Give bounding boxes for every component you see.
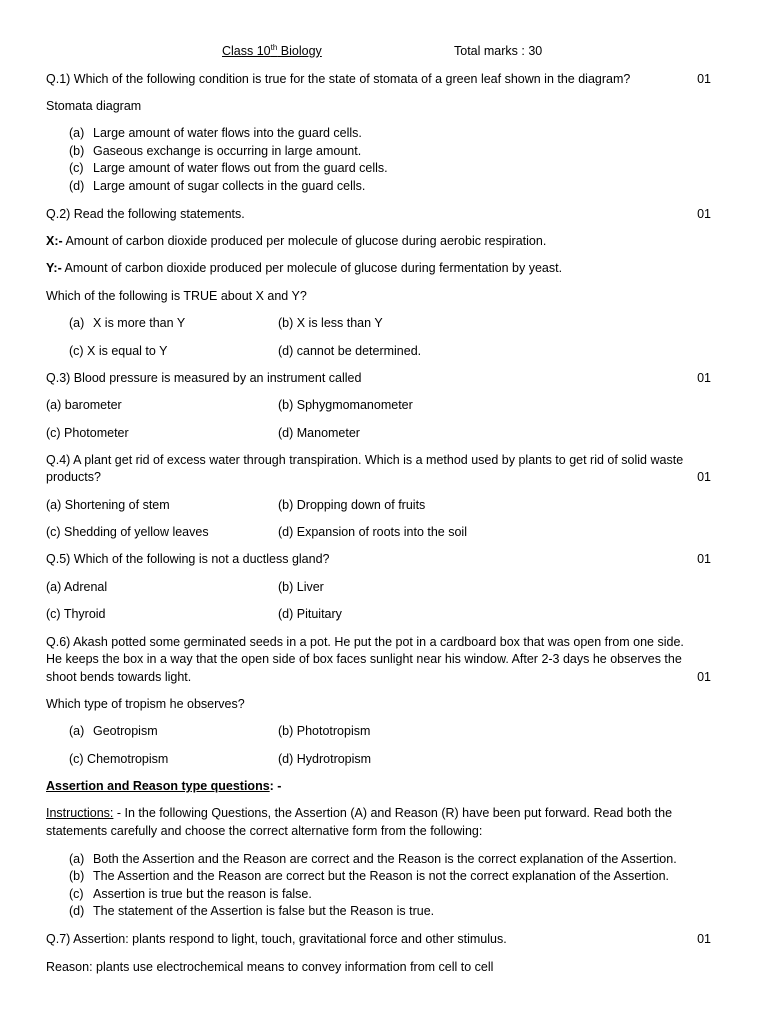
q7-assertion: Q.7) Assertion: plants respond to light, touch, gravitational force and other stimulus.: [46, 932, 507, 946]
q2-prompt: Which of the following is TRUE about X and Y?: [46, 289, 307, 303]
ar-option-d: The statement of the Assertion is false but the Reason is true.: [93, 904, 435, 918]
q4-option-d: (d) Expansion of roots into the soil: [278, 525, 467, 539]
q1-diagram-label: Stomata diagram: [46, 99, 142, 113]
q5-option-d: (d) Pituitary: [278, 607, 342, 621]
q1-option-b: Gaseous exchange is occurring in large amount.: [93, 144, 362, 158]
q4-text-line2: products?: [46, 470, 101, 484]
q1-option-a: Large amount of water flows into the guard cells.: [93, 126, 362, 140]
assertion-reason-heading: Assertion and Reason type questions: -: [46, 779, 282, 793]
q6-marks: 01: [697, 670, 711, 684]
q1-text: Q.1) Which of the following condition is true for the state of stomata of a green leaf shown in the diagram?: [46, 72, 631, 86]
q1-option-d: Large amount of sugar collects in the guard cells.: [93, 179, 366, 193]
q7-marks: 01: [697, 932, 711, 946]
q1-option-d-label: (d): [69, 179, 85, 193]
q7-reason: Reason: plants use electrochemical means to convey information from cell to cell: [46, 960, 494, 974]
q4-option-c: (c) Shedding of yellow leaves: [46, 525, 209, 539]
q2-option-a: X is more than Y: [93, 316, 186, 330]
ar-option-b: The Assertion and the Reason are correct but the Reason is not the correct explanation of the Assertion.: [93, 869, 670, 883]
q4-marks: 01: [697, 470, 711, 484]
ar-option-d-label: (d): [69, 904, 85, 918]
q2-statement-x: X:- Amount of carbon dioxide produced per molecule of glucose during aerobic respiration.: [46, 234, 547, 248]
q1-marks: 01: [697, 72, 711, 86]
ar-option-c: Assertion is true but the reason is false.: [93, 887, 312, 901]
q3-option-a: (a) barometer: [46, 398, 122, 412]
q3-option-c: (c) Photometer: [46, 426, 129, 440]
q5-option-b: (b) Liver: [278, 580, 324, 594]
q2-option-c: (c) X is equal to Y: [69, 344, 168, 358]
q1-option-a-label: (a): [69, 126, 85, 140]
q4-text-line1: Q.4) A plant get rid of excess water through transpiration. Which is a method used by plants to get rid of solid waste: [46, 453, 684, 467]
q5-option-c: (c) Thyroid: [46, 607, 106, 621]
ar-option-b-label: (b): [69, 869, 85, 883]
q2-text: Q.2) Read the following statements.: [46, 207, 245, 221]
q2-option-a-label: (a): [69, 316, 85, 330]
class-title: Class 10th Biology: [222, 42, 322, 58]
q5-text: Q.5) Which of the following is not a ductless gland?: [46, 552, 330, 566]
total-marks: Total marks : 30: [454, 44, 543, 58]
q5-option-a: (a) Adrenal: [46, 580, 108, 594]
q6-text-line1: Q.6) Akash potted some germinated seeds in a pot. He put the pot in a cardboard box that was open from one side.: [46, 635, 684, 649]
q6-option-a: Geotropism: [93, 724, 158, 738]
q2-option-b: (b) X is less than Y: [278, 316, 383, 330]
ar-option-a: Both the Assertion and the Reason are correct and the Reason is the correct explanation of the Assertion.: [93, 852, 677, 866]
q6-text-line2: He keeps the box in a way that the open side of box faces sunlight near his window. After 2-3 days he observes the: [46, 652, 682, 666]
q4-option-a: (a) Shortening of stem: [46, 498, 170, 512]
q6-option-b: (b) Phototropism: [278, 724, 371, 738]
ar-option-c-label: (c): [69, 887, 84, 901]
q2-statement-y: Y:- Amount of carbon dioxide produced per molecule of glucose during fermentation by yeast.: [46, 261, 563, 275]
q3-text: Q.3) Blood pressure is measured by an instrument called: [46, 371, 362, 385]
q1-option-c: Large amount of water flows out from the guard cells.: [93, 161, 388, 175]
q6-option-d: (d) Hydrotropism: [278, 752, 372, 766]
q5-marks: 01: [697, 552, 711, 566]
q2-marks: 01: [697, 207, 711, 221]
q6-option-c: (c) Chemotropism: [69, 752, 169, 766]
q4-option-b: (b) Dropping down of fruits: [278, 498, 426, 512]
q3-option-d: (d) Manometer: [278, 426, 360, 440]
q1-option-b-label: (b): [69, 144, 85, 158]
q6-option-a-label: (a): [69, 724, 85, 738]
q3-marks: 01: [697, 371, 711, 385]
instructions-line1: Instructions: - In the following Questions, the Assertion (A) and Reason (R) have been put forward. Read both the: [46, 806, 673, 820]
q1-option-c-label: (c): [69, 161, 84, 175]
q2-option-d: (d) cannot be determined.: [278, 344, 422, 358]
instructions-line2: statements carefully and choose the correct alternative form from the following:: [46, 824, 483, 838]
q6-prompt: Which type of tropism he observes?: [46, 697, 245, 711]
q3-option-b: (b) Sphygmomanometer: [278, 398, 413, 412]
ar-option-a-label: (a): [69, 852, 85, 866]
q6-text-line3: shoot bends towards light.: [46, 670, 192, 684]
